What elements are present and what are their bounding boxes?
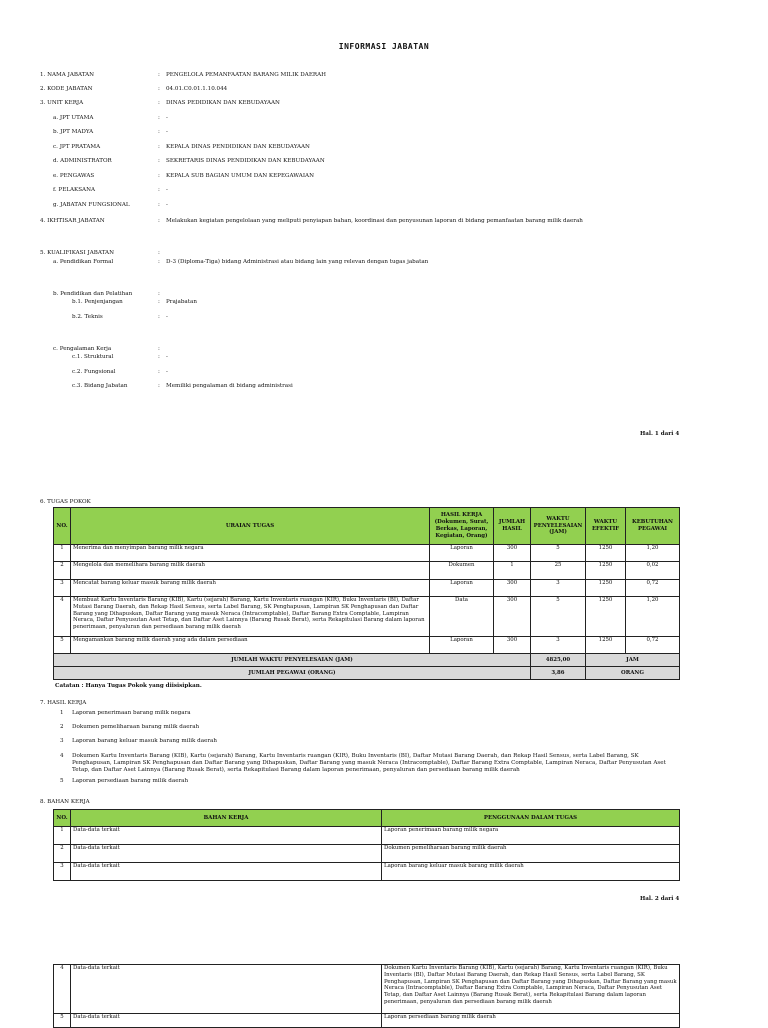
bahan-header-no: NO. [54,810,71,827]
field-colon: : [158,314,160,320]
cell-waktu: 5 [531,597,586,637]
cell-efektif: 1250 [586,562,626,580]
cell-kebutuhan: 0,72 [626,580,680,597]
field-label: f. PELAKSANA [53,187,96,193]
field-label: b. Pendidikan dan Pelatihan [53,291,133,297]
field-colon: : [158,299,160,305]
tugas-pokok-table [53,507,680,680]
cell-penggunaan: Laporan persediaan barang milik daerah [382,1014,680,1028]
cell-no: 5 [54,1014,71,1028]
field-colon: : [158,202,160,208]
cell-hasil: Data [430,597,494,637]
list-item-number: 4 [60,753,64,759]
list-item: Laporan persediaan barang milik daerah [72,778,189,784]
cell-no: 1 [54,827,71,845]
page-title: INFORMASI JABATAN [338,42,430,51]
table-row [54,562,680,580]
field-label: g. JABATAN FUNGSIONAL [53,202,130,208]
field-colon: : [158,383,160,389]
cell-uraian: Mengelola dan memelihara barang milik daerah [71,562,430,580]
field-label: a. Pendidikan Formal [53,259,114,265]
cell-jumlah: 300 [494,597,531,637]
field-label: 5. KUALIFIKASI JABATAN [40,250,114,256]
field-label: a. JPT UTAMA [53,115,94,121]
col-header-uraian: URAIAN TUGAS [71,508,430,545]
col-header-no: NO. [54,508,71,545]
cell-uraian: Membuat Kartu Inventaris Barang (KIB), Kartu (sejarah) Barang, Kartu Inventaris ruangan (KIR), Buku Inventaris (BI), Daftar Mutasi Barang Daerah, dan Rekap Hasil Sensus, serta Label Barang, SK Penghapusan, Lampiran SK Penghapusan dan Daftar Barang yang Dihapuskan, Daftar Barang yang masuk Neraca (Intracomptable), Daftar Barang Extra Comptable, Lampiran Neraca, Daftar Penyusutan Aset Tetap, dan Daftar Aset Lainnya (Barang Rusak Berat), serta Rekapitulasi Barang dalam laporan penerimaan, penyaluran dan persediaan barang milik daerah [71,597,430,637]
page-number-1: Hal. 1 dari 4 [640,431,680,437]
bahan-kerja-table [53,809,680,881]
field-label: c.3. Bidang Jabatan [72,383,128,389]
bahan-kerja-heading: 8. BAHAN KERJA [40,799,90,805]
cell-no: 2 [54,562,71,580]
field-colon: : [158,86,160,92]
page-number-2: Hal. 2 dari 4 [640,896,680,902]
field-label: 4. IKHTISAR JABATAN [40,218,105,224]
list-item-number: 3 [60,738,64,744]
list-item-number: 5 [60,778,64,784]
cell-bahan: Data-data terkait [71,827,382,845]
field-label: 1. NAMA JABATAN [40,72,95,78]
field-label: c. JPT PRATAMA [53,144,101,150]
cell-waktu: 3 [531,580,586,597]
cell-bahan: Data-data terkait [71,965,382,1014]
bahan-kerja-table-continued [53,964,680,1028]
cell-jumlah: 300 [494,545,531,562]
col-header-hasil: HASIL KERJA (Dokumen, Surat, Berkas, Laporan, Kegiatan, Orang) [430,508,494,545]
cell-no: 3 [54,863,71,881]
cell-no: 2 [54,845,71,863]
cell-kebutuhan: 0,02 [626,562,680,580]
hasil-kerja-heading: 7. HASIL KERJA [40,700,87,706]
cell-uraian: Mencatat barang keluar masuk barang milik daerah [71,580,430,597]
col-header-waktu: WAKTU PENYELESAIAN (JAM) [531,508,586,545]
cell-hasil: Laporan [430,637,494,654]
cell-waktu: 5 [531,545,586,562]
cell-uraian: Mengamankan barang milik daerah yang ada dalam persediaan [71,637,430,654]
field-value: - [166,369,168,375]
table-row [54,965,680,1014]
cell-jumlah: 1 [494,562,531,580]
cell-no: 3 [54,580,71,597]
field-value: KEPALA DINAS PENDIDIKAN DAN KEBUDAYAAN [166,144,310,150]
field-colon: : [158,173,160,179]
field-colon: : [158,250,160,256]
cell-hasil: Laporan [430,580,494,597]
field-value: - [166,115,168,121]
field-value: - [166,187,168,193]
field-label: d. ADMINISTRATOR [53,158,112,164]
cell-efektif: 1250 [586,637,626,654]
list-item: Dokumen pemeliharaan barang milik daerah [72,724,200,730]
field-label: c.1. Struktural [72,354,114,360]
field-value: Prajabatan [166,299,197,305]
tugas-pokok-heading: 6. TUGAS POKOK [40,499,91,505]
total-waktu-label: JUMLAH WAKTU PENYELESAIAN (JAM) [54,654,531,667]
field-value: D-3 (Diploma-Tiga) bidang Administrasi atau bidang lain yang relevan dengan tugas jabatan [166,259,429,265]
field-label: b. JPT MADYA [53,129,94,135]
field-value: 04.01.C0.01.1.10.044 [166,86,228,92]
cell-kebutuhan: 1,20 [626,545,680,562]
field-value: - [166,129,168,135]
field-label: c.2. Fungsional [72,369,116,375]
field-value: KEPALA SUB BAGIAN UMUM DAN KEPEGAWAIAN [166,173,314,179]
field-colon: : [158,259,160,265]
cell-waktu: 3 [531,637,586,654]
field-colon: : [158,218,160,224]
field-colon: : [158,100,160,106]
cell-penggunaan: Dokumen pemeliharaan barang milik daerah [382,845,680,863]
table-row [54,845,680,863]
cell-uraian: Menerima dan menyimpan barang milik negara [71,545,430,562]
list-item-number: 2 [60,724,64,730]
cell-hasil: Laporan [430,545,494,562]
field-colon: : [158,72,160,78]
bahan-header-bahan: BAHAN KERJA [71,810,382,827]
jumlah-pegawai-value: 3,86 [531,667,586,680]
table-row [54,545,680,562]
table-row [54,580,680,597]
cell-jumlah: 300 [494,637,531,654]
field-colon: : [158,158,160,164]
cell-no: 4 [54,597,71,637]
list-item: Laporan penerimaan barang milik negara [72,710,191,716]
cell-no: 4 [54,965,71,1014]
cell-jumlah: 300 [494,580,531,597]
cell-penggunaan: Laporan penerimaan barang milik negara [382,827,680,845]
field-value: Memiliki pengalaman di bidang administrasi [166,383,293,389]
table-row [54,1014,680,1028]
field-label: b.1. Penjenjangan [72,299,123,305]
cell-efektif: 1250 [586,597,626,637]
field-label: 3. UNIT KERJA [40,100,84,106]
field-colon: : [158,129,160,135]
cell-penggunaan: Dokumen Kartu Inventaris Barang (KIB), Kartu (sejarah) Barang, Kartu Inventaris ruangan (KIR), Buku Inventaris (BI), Daftar Mutasi Barang Daerah, dan Rekap Hasil Sensus, serta Label Barang, SK Penghapusan, Lampiran SK Penghapusan dan Daftar Barang yang Dihapuskan, Daftar Barang yang masuk Neraca (Intracomptable), Daftar Barang Extra Comptable, Lampiran Neraca, Daftar Penyusutan Aset Tetap, dan Daftar Aset Lainnya (Barang Rusak Berat), serta Rekapitulasi Barang dalam laporan penerimaan, penyaluran dan persediaan barang milik daerah [382,965,680,1014]
cell-efektif: 1250 [586,545,626,562]
list-item-number: 1 [60,710,64,716]
cell-kebutuhan: 1,20 [626,597,680,637]
bahan-header-penggunaan: PENGGUNAAN DALAM TUGAS [382,810,680,827]
field-colon: : [158,144,160,150]
cell-hasil: Dokumen [430,562,494,580]
field-colon: : [158,115,160,121]
total-waktu-value: 4825,00 [531,654,586,667]
field-value: - [166,354,168,360]
field-colon: : [158,354,160,360]
table-row [54,863,680,881]
list-item: Laporan barang keluar masuk barang milik daerah [72,738,217,744]
table-row [54,827,680,845]
field-colon: : [158,346,160,352]
field-colon: : [158,187,160,193]
field-value: Melakukan kegiatan pengelolaan yang meliputi penyiapan bahan, koordinasi dan penyusunan laporan di bidang pemanfaatan barang milik daerah [166,218,583,224]
col-header-efektif: WAKTU EFEKTIF [586,508,626,545]
field-colon: : [158,369,160,375]
field-label: 2. KODE JABATAN [40,86,93,92]
cell-kebutuhan: 0,72 [626,637,680,654]
col-header-jumlah: JUMLAH HASIL [494,508,531,545]
cell-efektif: 1250 [586,580,626,597]
cell-bahan: Data-data terkait [71,845,382,863]
tugas-note: Catatan : Hanya Tugas Pokok yang diisisipkan. [55,683,202,689]
cell-no: 1 [54,545,71,562]
jumlah-pegawai-unit: ORANG [586,667,680,680]
total-waktu-unit: JAM [586,654,680,667]
field-value: - [166,314,168,320]
table-row [54,637,680,654]
field-label: c. Pengalaman Kerja [53,346,112,352]
field-value: PENGELOLA PEMANFAATAN BARANG MILIK DAERAH [166,72,327,78]
cell-no: 5 [54,637,71,654]
table-row [54,597,680,637]
field-value: - [166,202,168,208]
field-colon: : [158,291,160,297]
cell-bahan: Data-data terkait [71,863,382,881]
jumlah-pegawai-label: JUMLAH PEGAWAI (ORANG) [54,667,531,680]
field-label: b.2. Teknis [72,314,103,320]
list-item: Dokumen Kartu Inventaris Barang (KIB), Kartu (sejarah) Barang, Kartu Inventaris ruangan (KIR), Buku Inventaris (BI), Daftar Mutasi Barang Daerah, dan Rekap Hasil Sensus, serta Label Barang, SK Penghapusan, Lampiran SK Penghapusan dan Daftar Barang yang Dihapuskan, Daftar Barang yang masuk Neraca (Intracomptable), Daftar Barang Extra Comptable, Lampiran Neraca, Daftar Penyusutan Aset Tetap, dan Daftar Aset Lainnya (Barang Rusak Berat), serta Rekapitulasi Barang dalam laporan penerimaan, penyaluran dan persediaan barang milik daerah [72,753,666,773]
cell-bahan: Data-data terkait [71,1014,382,1028]
field-value: DINAS PEDIDIKAN DAN KEBUDAYAAN [166,100,280,106]
cell-waktu: 25 [531,562,586,580]
field-value: SEKRETARIS DINAS PENDIDIKAN DAN KEBUDAYAAN [166,158,325,164]
field-label: e. PENGAWAS [53,173,95,179]
cell-penggunaan: Laporan barang keluar masuk barang milik daerah [382,863,680,881]
col-header-kebutuhan: KEBUTUHAN PEGAWAI [626,508,680,545]
